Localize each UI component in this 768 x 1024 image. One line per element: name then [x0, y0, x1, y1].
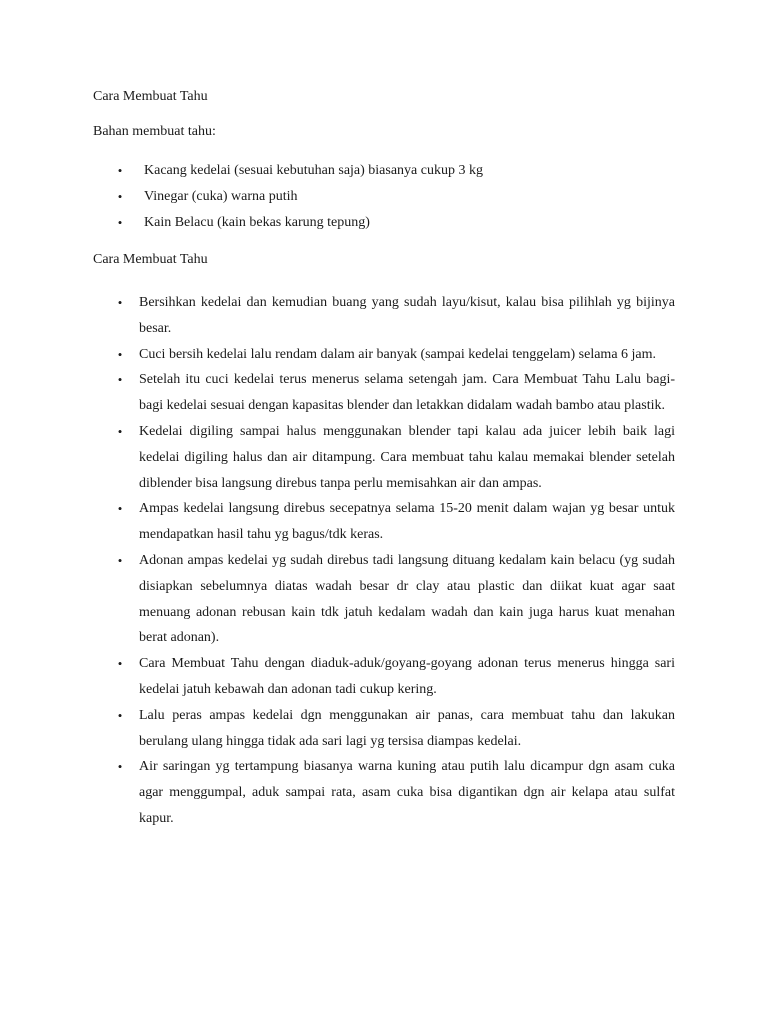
steps-list [93, 290, 675, 832]
ingredients-list [93, 162, 693, 240]
bullet-icon: • [117, 423, 123, 439]
step-text: Cara Membuat Tahu dengan diaduk-aduk/goyang-goyang adonan terus menerus hingga sari kedelai jatuh kebawah dan adonan tadi cukup kering. [139, 656, 675, 697]
document-title: Cara Membuat Tahu [93, 89, 208, 104]
ingredient-text: Kacang kedelai (sesuai kebutuhan saja) biasanya cukup 3 kg [144, 163, 483, 178]
step-text: Cuci bersih kedelai lalu rendam dalam air banyak (sampai kedelai tenggelam) selama 6 jam. [139, 346, 657, 362]
step-text: Ampas kedelai langsung direbus secepatnya selama 15-20 menit dalam wajan yg besar untuk mendapatkan hasil tahu yg bagus/tdk keras. [139, 501, 675, 543]
step-text: Air saringan yg tertampung biasanya warna kuning atau putih lalu dicampur dgn asam cuka agar menggumpal, aduk sampai rata, asam cuka bisa digantikan dgn air kelapa atau sulfat kapur. [139, 759, 675, 826]
bullet-icon: • [117, 707, 123, 723]
list-item [93, 419, 675, 496]
step-text: Setelah itu cuci kedelai terus menerus selama setengah jam. Cara Membuat Tahu Lalu bagi-bagi kedelai sesuai dengan kapasitas blender dan letakkan didalam wadah bambo atau plastik. [139, 372, 675, 414]
list-item [93, 651, 675, 703]
list-item [93, 290, 675, 342]
ingredient-text: Vinegar (cuka) warna putih [144, 189, 298, 204]
step-text: Lalu peras ampas kedelai dgn menggunakan air panas, cara membuat tahu dan lakukan berulang ulang hingga tidak ada sari lagi yg tersisa diampas kedelai. [139, 707, 675, 749]
bullet-icon: • [117, 295, 123, 310]
bullet-icon: • [117, 552, 123, 568]
ingredient-text: Kain Belacu (kain bekas karung tepung) [144, 215, 370, 230]
list-item [93, 342, 675, 368]
step-text: Bersihkan kedelai dan kemudian buang yang sudah layu/kisut, kalau bisa pilihlah yg bijinya besar. [139, 295, 675, 336]
list-item [93, 703, 675, 755]
bullet-icon: • [117, 501, 123, 517]
bullet-icon: • [117, 759, 123, 775]
bullet-icon: • [117, 215, 123, 230]
list-item [93, 214, 693, 240]
list-item [93, 548, 675, 651]
steps-heading: Cara Membuat Tahu [93, 252, 208, 267]
list-item [93, 188, 693, 214]
bullet-icon: • [117, 346, 123, 362]
list-item [93, 496, 675, 548]
step-text: Kedelai digiling sampai halus menggunakan blender tapi kalau ada juicer lebih baik lagi kedelai digiling halus dan air ditampung. Cara membuat tahu kalau memakai blender setelah diblender bisa langsung direbus tanpa perlu memisahkan air dan ampas. [139, 423, 675, 491]
ingredients-heading: Bahan membuat tahu: [93, 124, 216, 139]
bullet-icon: • [117, 372, 123, 388]
list-item [93, 367, 675, 419]
bullet-icon: • [117, 189, 123, 204]
bullet-icon: • [117, 163, 123, 178]
list-item [93, 754, 675, 831]
bullet-icon: • [117, 656, 123, 672]
step-text: Adonan ampas kedelai yg sudah direbus tadi langsung dituang kedalam kain belacu (yg sudah disiapkan sebelumnya diatas wadah besar dr clay atau plastic dan diikat kuat agar saat menuang adonan rebusan kain tdk jatuh kedalam wadah dan kain juga harus kuat menahan berat adonan). [139, 552, 675, 646]
list-item [93, 162, 693, 188]
